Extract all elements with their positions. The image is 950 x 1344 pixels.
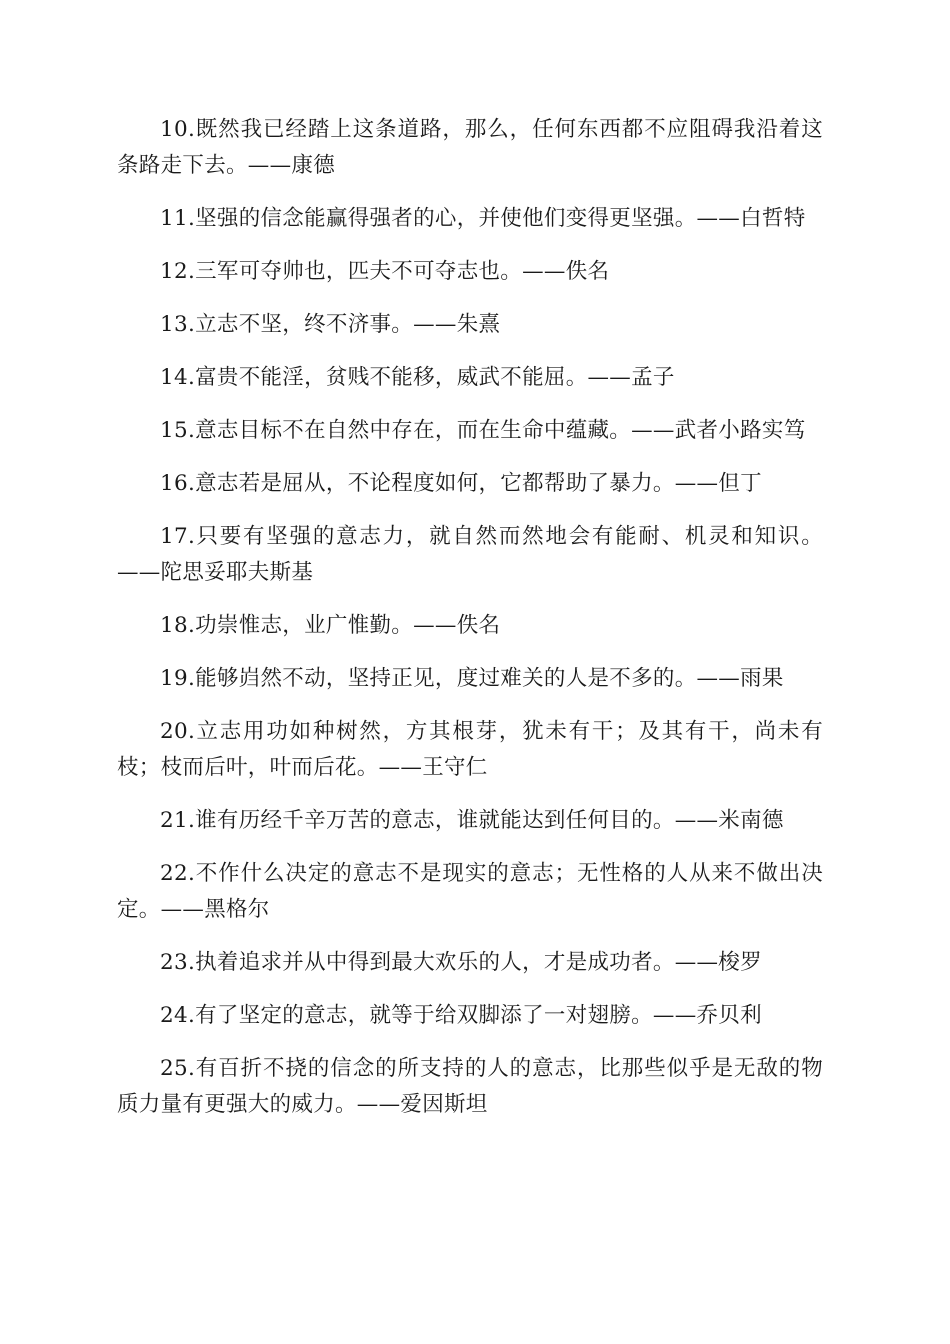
quote-item: 13.立志不坚，终不济事。——朱熹 [160, 312, 501, 337]
quote-item: 18.功崇惟志，业广惟勤。——佚名 [160, 613, 501, 638]
quote-item: 22.不作什么决定的意志不是现实的意志；无性格的人从来不做出决定。——黑格尔 [117, 861, 823, 922]
quote-item: 19.能够岿然不动，坚持正见，度过难关的人是不多的。——雨果 [160, 666, 784, 691]
quote-item: 12.三军可夺帅也，匹夫不可夺志也。——佚名 [160, 259, 610, 284]
quote-item: 23.执着追求并从中得到最大欢乐的人，才是成功者。——梭罗 [160, 950, 762, 975]
quote-item: 17.只要有坚强的意志力，就自然而然地会有能耐、机灵和知识。——陀思妥耶夫斯基 [117, 524, 823, 585]
quote-item: 21.谁有历经千辛万苦的意志，谁就能达到任何目的。——米南德 [160, 808, 784, 833]
quote-item: 16.意志若是屈从，不论程度如何，它都帮助了暴力。——但丁 [160, 471, 762, 496]
quote-item: 25.有百折不挠的信念的所支持的人的意志，比那些似乎是无敌的物质力量有更强大的威力。——爱因斯坦 [117, 1056, 823, 1117]
quote-item: 20.立志用功如种树然，方其根芽，犹未有干；及其有干，尚未有枝；枝而后叶，叶而后花。——王守仁 [117, 719, 823, 780]
quote-item: 11.坚强的信念能赢得强者的心，并使他们变得更坚强。——白哲特 [160, 206, 806, 231]
quote-list [117, 112, 823, 1140]
quote-item: 15.意志目标不在自然中存在，而在生命中蕴藏。——武者小路实笃 [160, 418, 806, 443]
quote-item: 14.富贵不能淫，贫贱不能移，威武不能屈。——孟子 [160, 365, 675, 390]
quote-item: 24.有了坚定的意志，就等于给双脚添了一对翅膀。——乔贝利 [160, 1003, 762, 1028]
quote-item: 10.既然我已经踏上这条道路，那么，任何东西都不应阻碍我沿着这条路走下去。——康德 [117, 117, 823, 178]
